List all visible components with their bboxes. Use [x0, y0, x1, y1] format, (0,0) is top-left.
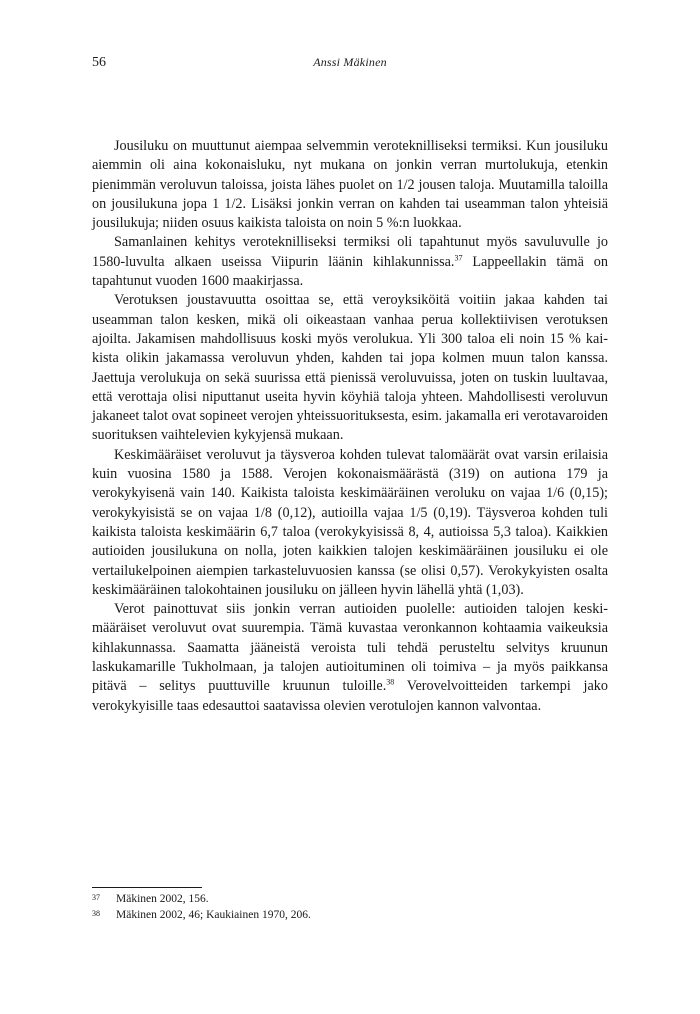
- footnote-divider: [92, 887, 202, 888]
- paragraph-text: Jousiluku on muuttunut aiempaa selvemmin veroteknilliseksi termiksi. Kun jousiluku aiemmin oli aina kokonaisluku, nyt mukana on jonkin verran murtolukuja, etenkin pienimmän veroluvun taloissa, joista lähes puolet on 1/2 jousen taloja. Muutamilla taloilla on jousilukuna jopa 1 1/2. Lisäksi jonkin verran on kahden tai useamman talon yhteisiä jousilukuja; niiden osuus kaikista taloista on noin 5 %:n luokkaa.: [92, 138, 608, 232]
- footnote-number: 37: [92, 893, 100, 902]
- body-text: [92, 137, 608, 716]
- page-number: 56: [92, 55, 106, 70]
- paragraph-text: Samanlainen kehitys veroteknilliseksi termiksi oli tapahtunut myös savuluvulle jo 1580-luvulta alkaen useissa Viipurin läänin kihlakunnissa.: [92, 234, 608, 270]
- paragraph-text: Keskimääräiset veroluvut ja täysveroa kohden tulevat talomäärät ovat varsin erilaisia kuin vuosina 1580 ja 1588. Verojen kokonaismäärästä (319) on autiona 179 ja verokykyisenä vain 140. Kaikista taloista keskimääräinen veroluku on vajaa 1/6 (0,15); verokykyisistä se on vajaa 1/8 (0,12), autioilla vajaa 1/5 (0,19). Täysveroa kohden tuli kaikista taloista keskimäärin 6,7 taloa (verokykyisissä 8, 4, autioissa 5,3 taloa). Kaikkien autioiden jousilukuna on nolla, joten kaikkien talojen keskimääräinen jousiluku ei ole vertailukelpoinen aiempien tarkasteluvuosien kanssa (se olisi 0,57). Verokykyisten osalta keskimääräinen talokohtainen jousiluku on jälleen hyvin lähellä yhtä (1,03).: [92, 446, 608, 598]
- paragraph: [92, 233, 608, 291]
- paragraph: [92, 291, 608, 445]
- footnote-text: Mäkinen 2002, 46; Kaukiainen 1970, 206.: [116, 908, 311, 921]
- footnotes: [92, 892, 608, 923]
- paragraph-text: Verotuksen joustavuutta osoittaa se, että veroyksiköitä voitiin jakaa kahden tai useamman talon kesken, mikä oli oikeastaan vanhaa perua kollektiivisen verotuksen ajoilta. Jakamisen mahdollisuus koski myös verolukua. Yli 300 taloa eli noin 15 % kaikista olikin jakamassa veroluvun yhden, kahden tai jopa kolmen muun talon kanssa. Jaettuja verolukuja on sekä suurissa että pienissä veroluvuissa, joten on tuskin luultavaa, että verottaja olisi niputtanut useita hyvin köyhiä taloja yhteen. Mahdollisesti veroluvun jakaneet talot ovat sopineet verojen yhteissuorituksesta, esim. jakamalla eri verotavaroiden suorituksen vaihtelevien kykyjensä mukaan.: [92, 292, 608, 444]
- footnote-text: Mäkinen 2002, 156.: [116, 893, 209, 905]
- running-head: Anssi Mäkinen: [313, 55, 387, 69]
- footnote-reference[interactable]: 37: [454, 253, 463, 263]
- paragraph: [92, 446, 608, 600]
- footnote-reference[interactable]: 38: [386, 677, 395, 687]
- footnote: [92, 908, 608, 924]
- page-header: [92, 55, 608, 73]
- paragraph-text: Lappeellakin tämä on tapahtunut vuoden 1600 maakirjassa.: [92, 253, 608, 290]
- paragraph: [92, 137, 608, 233]
- footnote-number: 38: [92, 908, 100, 918]
- paragraph-text: Verot painottuvat siis jonkin verran autioiden puolelle: autioiden talojen keskimääräiset veroluvut ovat suurempia. Tämä kuvastaa veronkannon kohtaamia vaikeuksia kihlakunnassa. Saamatta jääneistä veroista tuli tehdä perusteltu selvitys kruunun laskukamarille Tukholmaan, ja talojen autioituminen oli toimiva – ja myös paikkansa pitävä – selitys puuttuville kruunun tuloille.: [92, 601, 608, 695]
- paragraph-text: Verovelvoitteiden tarkempi jako verokykyisille taas edesauttoi saatavissa olevien verotulojen kannon valvontaa.: [92, 678, 608, 714]
- footnote: [92, 892, 608, 908]
- paragraph: [92, 600, 608, 716]
